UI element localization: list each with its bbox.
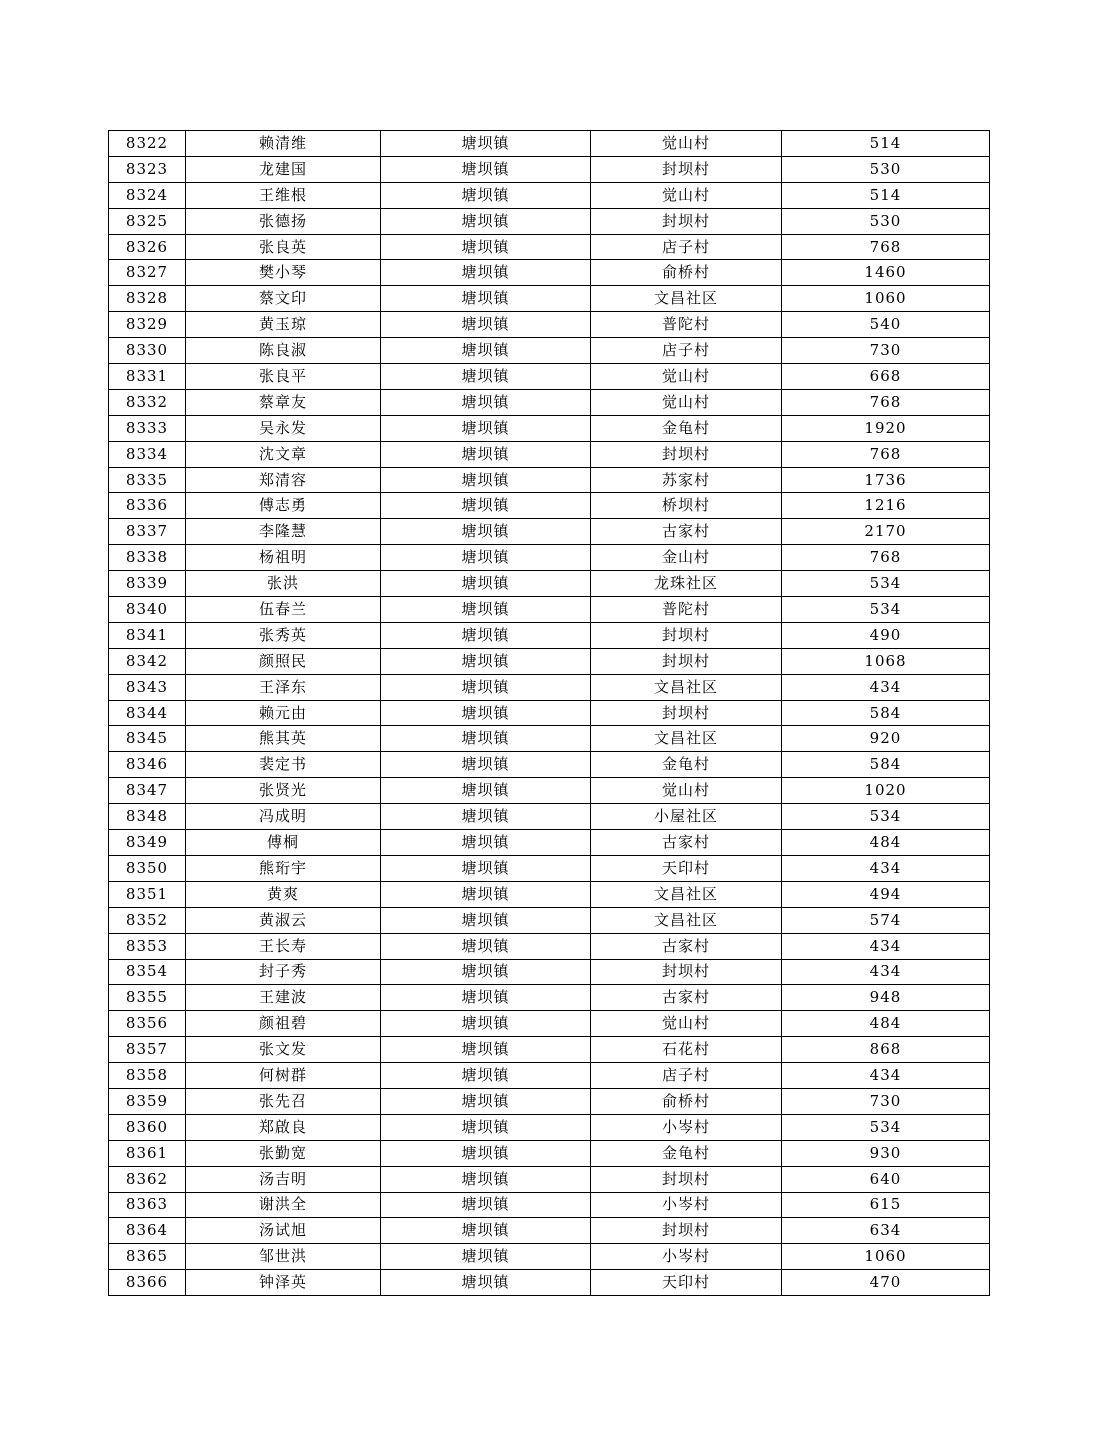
table-row xyxy=(109,959,990,985)
cell-amount: 434 xyxy=(782,855,990,881)
table-row xyxy=(109,622,990,648)
cell-amount: 534 xyxy=(782,804,990,830)
table-row xyxy=(109,778,990,804)
cell-name: 张洪 xyxy=(186,571,381,597)
cell-town: 塘坝镇 xyxy=(381,234,591,260)
cell-name: 傅志勇 xyxy=(186,493,381,519)
cell-id: 8325 xyxy=(109,208,186,234)
cell-id: 8345 xyxy=(109,726,186,752)
cell-amount: 634 xyxy=(782,1218,990,1244)
cell-amount: 434 xyxy=(782,1063,990,1089)
cell-town: 塘坝镇 xyxy=(381,208,591,234)
cell-id: 8349 xyxy=(109,830,186,856)
table-row xyxy=(109,726,990,752)
cell-name: 张秀英 xyxy=(186,622,381,648)
cell-town: 塘坝镇 xyxy=(381,260,591,286)
table-row xyxy=(109,907,990,933)
cell-amount: 1920 xyxy=(782,415,990,441)
cell-name: 颜祖碧 xyxy=(186,1011,381,1037)
cell-village: 封坝村 xyxy=(591,622,782,648)
cell-village: 金龟村 xyxy=(591,752,782,778)
cell-town: 塘坝镇 xyxy=(381,907,591,933)
cell-town: 塘坝镇 xyxy=(381,597,591,623)
cell-amount: 1736 xyxy=(782,467,990,493)
cell-amount: 514 xyxy=(782,182,990,208)
cell-village: 觉山村 xyxy=(591,182,782,208)
table-row xyxy=(109,156,990,182)
cell-amount: 484 xyxy=(782,830,990,856)
cell-name: 沈文章 xyxy=(186,441,381,467)
cell-name: 蔡章友 xyxy=(186,389,381,415)
cell-town: 塘坝镇 xyxy=(381,1192,591,1218)
cell-amount: 768 xyxy=(782,441,990,467)
cell-id: 8330 xyxy=(109,338,186,364)
cell-village: 封坝村 xyxy=(591,1166,782,1192)
cell-town: 塘坝镇 xyxy=(381,959,591,985)
cell-name: 黄爽 xyxy=(186,881,381,907)
cell-village: 桥坝村 xyxy=(591,493,782,519)
cell-id: 8361 xyxy=(109,1140,186,1166)
cell-id: 8362 xyxy=(109,1166,186,1192)
cell-town: 塘坝镇 xyxy=(381,1011,591,1037)
cell-name: 熊珩宇 xyxy=(186,855,381,881)
cell-name: 冯成明 xyxy=(186,804,381,830)
cell-amount: 530 xyxy=(782,208,990,234)
cell-name: 汤试旭 xyxy=(186,1218,381,1244)
cell-village: 觉山村 xyxy=(591,1011,782,1037)
cell-village: 古家村 xyxy=(591,985,782,1011)
cell-name: 颜照民 xyxy=(186,648,381,674)
cell-amount: 948 xyxy=(782,985,990,1011)
cell-name: 傅桐 xyxy=(186,830,381,856)
cell-village: 封坝村 xyxy=(591,156,782,182)
cell-name: 谢洪全 xyxy=(186,1192,381,1218)
table-row xyxy=(109,208,990,234)
cell-village: 文昌社区 xyxy=(591,674,782,700)
cell-amount: 2170 xyxy=(782,519,990,545)
cell-village: 店子村 xyxy=(591,1063,782,1089)
cell-town: 塘坝镇 xyxy=(381,985,591,1011)
cell-village: 小岑村 xyxy=(591,1192,782,1218)
cell-town: 塘坝镇 xyxy=(381,545,591,571)
cell-town: 塘坝镇 xyxy=(381,1244,591,1270)
cell-name: 张良平 xyxy=(186,364,381,390)
cell-village: 俞桥村 xyxy=(591,260,782,286)
cell-amount: 615 xyxy=(782,1192,990,1218)
cell-name: 吴永发 xyxy=(186,415,381,441)
cell-amount: 534 xyxy=(782,1114,990,1140)
cell-amount: 584 xyxy=(782,700,990,726)
cell-name: 郑啟良 xyxy=(186,1114,381,1140)
cell-town: 塘坝镇 xyxy=(381,1037,591,1063)
cell-town: 塘坝镇 xyxy=(381,726,591,752)
cell-town: 塘坝镇 xyxy=(381,1218,591,1244)
cell-id: 8359 xyxy=(109,1088,186,1114)
cell-name: 张文发 xyxy=(186,1037,381,1063)
cell-id: 8339 xyxy=(109,571,186,597)
cell-id: 8328 xyxy=(109,286,186,312)
table-row xyxy=(109,415,990,441)
cell-id: 8326 xyxy=(109,234,186,260)
cell-town: 塘坝镇 xyxy=(381,389,591,415)
cell-town: 塘坝镇 xyxy=(381,493,591,519)
cell-amount: 1060 xyxy=(782,286,990,312)
cell-town: 塘坝镇 xyxy=(381,752,591,778)
cell-id: 8355 xyxy=(109,985,186,1011)
cell-town: 塘坝镇 xyxy=(381,441,591,467)
cell-amount: 640 xyxy=(782,1166,990,1192)
table-row xyxy=(109,1063,990,1089)
table-row xyxy=(109,855,990,881)
table-row xyxy=(109,674,990,700)
cell-id: 8365 xyxy=(109,1244,186,1270)
cell-village: 文昌社区 xyxy=(591,286,782,312)
records-table-body xyxy=(109,131,990,1296)
table-row xyxy=(109,286,990,312)
cell-id: 8329 xyxy=(109,312,186,338)
cell-amount: 1216 xyxy=(782,493,990,519)
cell-town: 塘坝镇 xyxy=(381,1088,591,1114)
cell-name: 赖元由 xyxy=(186,700,381,726)
cell-town: 塘坝镇 xyxy=(381,1140,591,1166)
cell-village: 觉山村 xyxy=(591,364,782,390)
cell-name: 张德扬 xyxy=(186,208,381,234)
cell-name: 黄淑云 xyxy=(186,907,381,933)
cell-amount: 668 xyxy=(782,364,990,390)
cell-id: 8334 xyxy=(109,441,186,467)
cell-name: 王建波 xyxy=(186,985,381,1011)
cell-village: 封坝村 xyxy=(591,1218,782,1244)
table-row xyxy=(109,571,990,597)
cell-village: 普陀村 xyxy=(591,312,782,338)
cell-town: 塘坝镇 xyxy=(381,830,591,856)
cell-town: 塘坝镇 xyxy=(381,467,591,493)
cell-village: 封坝村 xyxy=(591,441,782,467)
cell-amount: 584 xyxy=(782,752,990,778)
cell-village: 金山村 xyxy=(591,545,782,571)
cell-id: 8338 xyxy=(109,545,186,571)
table-row xyxy=(109,1011,990,1037)
cell-name: 樊小琴 xyxy=(186,260,381,286)
cell-village: 小屋社区 xyxy=(591,804,782,830)
cell-id: 8342 xyxy=(109,648,186,674)
table-row xyxy=(109,752,990,778)
cell-amount: 484 xyxy=(782,1011,990,1037)
cell-town: 塘坝镇 xyxy=(381,131,591,157)
cell-name: 裴定书 xyxy=(186,752,381,778)
cell-village: 龙珠社区 xyxy=(591,571,782,597)
cell-id: 8363 xyxy=(109,1192,186,1218)
table-row xyxy=(109,182,990,208)
cell-id: 8323 xyxy=(109,156,186,182)
cell-village: 俞桥村 xyxy=(591,1088,782,1114)
cell-town: 塘坝镇 xyxy=(381,674,591,700)
table-row xyxy=(109,700,990,726)
cell-town: 塘坝镇 xyxy=(381,1114,591,1140)
cell-village: 小岑村 xyxy=(591,1244,782,1270)
cell-name: 张良英 xyxy=(186,234,381,260)
cell-name: 汤吉明 xyxy=(186,1166,381,1192)
cell-village: 普陀村 xyxy=(591,597,782,623)
cell-village: 文昌社区 xyxy=(591,907,782,933)
cell-town: 塘坝镇 xyxy=(381,622,591,648)
cell-id: 8335 xyxy=(109,467,186,493)
cell-id: 8366 xyxy=(109,1270,186,1296)
table-row xyxy=(109,1218,990,1244)
cell-village: 文昌社区 xyxy=(591,726,782,752)
cell-id: 8354 xyxy=(109,959,186,985)
table-row xyxy=(109,881,990,907)
table-row xyxy=(109,545,990,571)
table-row xyxy=(109,985,990,1011)
cell-name: 赖清维 xyxy=(186,131,381,157)
cell-id: 8344 xyxy=(109,700,186,726)
cell-id: 8352 xyxy=(109,907,186,933)
cell-id: 8343 xyxy=(109,674,186,700)
cell-amount: 930 xyxy=(782,1140,990,1166)
table-row xyxy=(109,830,990,856)
table-row xyxy=(109,1270,990,1296)
cell-town: 塘坝镇 xyxy=(381,1063,591,1089)
cell-village: 金龟村 xyxy=(591,1140,782,1166)
cell-village: 古家村 xyxy=(591,933,782,959)
table-row xyxy=(109,1166,990,1192)
cell-name: 王长寿 xyxy=(186,933,381,959)
cell-village: 封坝村 xyxy=(591,959,782,985)
cell-name: 封子秀 xyxy=(186,959,381,985)
cell-id: 8331 xyxy=(109,364,186,390)
cell-id: 8351 xyxy=(109,881,186,907)
cell-name: 张贤光 xyxy=(186,778,381,804)
cell-town: 塘坝镇 xyxy=(381,415,591,441)
cell-village: 觉山村 xyxy=(591,389,782,415)
cell-village: 苏家村 xyxy=(591,467,782,493)
cell-amount: 470 xyxy=(782,1270,990,1296)
cell-name: 陈良淑 xyxy=(186,338,381,364)
cell-name: 伍春兰 xyxy=(186,597,381,623)
table-row xyxy=(109,804,990,830)
cell-village: 天印村 xyxy=(591,855,782,881)
cell-town: 塘坝镇 xyxy=(381,364,591,390)
cell-id: 8350 xyxy=(109,855,186,881)
table-row xyxy=(109,933,990,959)
cell-village: 封坝村 xyxy=(591,648,782,674)
table-row xyxy=(109,234,990,260)
cell-name: 蔡文印 xyxy=(186,286,381,312)
cell-town: 塘坝镇 xyxy=(381,156,591,182)
cell-town: 塘坝镇 xyxy=(381,648,591,674)
cell-town: 塘坝镇 xyxy=(381,700,591,726)
cell-town: 塘坝镇 xyxy=(381,804,591,830)
cell-village: 石花村 xyxy=(591,1037,782,1063)
cell-town: 塘坝镇 xyxy=(381,1166,591,1192)
cell-amount: 434 xyxy=(782,674,990,700)
cell-id: 8340 xyxy=(109,597,186,623)
cell-id: 8364 xyxy=(109,1218,186,1244)
cell-town: 塘坝镇 xyxy=(381,286,591,312)
table-row xyxy=(109,597,990,623)
cell-id: 8348 xyxy=(109,804,186,830)
cell-id: 8333 xyxy=(109,415,186,441)
cell-name: 邹世洪 xyxy=(186,1244,381,1270)
cell-amount: 490 xyxy=(782,622,990,648)
table-row xyxy=(109,338,990,364)
cell-town: 塘坝镇 xyxy=(381,933,591,959)
cell-id: 8360 xyxy=(109,1114,186,1140)
cell-village: 古家村 xyxy=(591,830,782,856)
table-row xyxy=(109,312,990,338)
cell-id: 8341 xyxy=(109,622,186,648)
cell-amount: 1060 xyxy=(782,1244,990,1270)
cell-amount: 1020 xyxy=(782,778,990,804)
cell-village: 小岑村 xyxy=(591,1114,782,1140)
cell-town: 塘坝镇 xyxy=(381,312,591,338)
cell-name: 何树群 xyxy=(186,1063,381,1089)
cell-name: 李隆慧 xyxy=(186,519,381,545)
cell-id: 8324 xyxy=(109,182,186,208)
table-row xyxy=(109,389,990,415)
table-row xyxy=(109,648,990,674)
table-row xyxy=(109,1114,990,1140)
cell-town: 塘坝镇 xyxy=(381,571,591,597)
cell-id: 8356 xyxy=(109,1011,186,1037)
cell-amount: 730 xyxy=(782,338,990,364)
table-row xyxy=(109,1088,990,1114)
cell-id: 8346 xyxy=(109,752,186,778)
cell-amount: 1068 xyxy=(782,648,990,674)
cell-amount: 574 xyxy=(782,907,990,933)
cell-town: 塘坝镇 xyxy=(381,519,591,545)
cell-town: 塘坝镇 xyxy=(381,1270,591,1296)
cell-id: 8347 xyxy=(109,778,186,804)
cell-name: 黄玉琼 xyxy=(186,312,381,338)
cell-name: 龙建国 xyxy=(186,156,381,182)
cell-name: 熊其英 xyxy=(186,726,381,752)
cell-amount: 868 xyxy=(782,1037,990,1063)
cell-town: 塘坝镇 xyxy=(381,338,591,364)
table-row xyxy=(109,1037,990,1063)
cell-id: 8358 xyxy=(109,1063,186,1089)
cell-village: 金龟村 xyxy=(591,415,782,441)
table-row xyxy=(109,1140,990,1166)
cell-amount: 768 xyxy=(782,545,990,571)
cell-amount: 514 xyxy=(782,131,990,157)
cell-village: 封坝村 xyxy=(591,700,782,726)
cell-amount: 1460 xyxy=(782,260,990,286)
cell-name: 郑清容 xyxy=(186,467,381,493)
cell-amount: 920 xyxy=(782,726,990,752)
table-row xyxy=(109,1192,990,1218)
cell-id: 8337 xyxy=(109,519,186,545)
cell-name: 王维根 xyxy=(186,182,381,208)
table-row xyxy=(109,467,990,493)
cell-amount: 530 xyxy=(782,156,990,182)
cell-amount: 434 xyxy=(782,933,990,959)
cell-village: 天印村 xyxy=(591,1270,782,1296)
cell-name: 王泽东 xyxy=(186,674,381,700)
table-row xyxy=(109,131,990,157)
cell-town: 塘坝镇 xyxy=(381,855,591,881)
cell-town: 塘坝镇 xyxy=(381,778,591,804)
table-row xyxy=(109,519,990,545)
cell-id: 8327 xyxy=(109,260,186,286)
cell-town: 塘坝镇 xyxy=(381,881,591,907)
cell-name: 张先召 xyxy=(186,1088,381,1114)
cell-amount: 534 xyxy=(782,597,990,623)
cell-amount: 434 xyxy=(782,959,990,985)
cell-amount: 534 xyxy=(782,571,990,597)
cell-name: 钟泽英 xyxy=(186,1270,381,1296)
cell-id: 8353 xyxy=(109,933,186,959)
cell-village: 觉山村 xyxy=(591,778,782,804)
cell-village: 封坝村 xyxy=(591,208,782,234)
table-row xyxy=(109,493,990,519)
cell-id: 8336 xyxy=(109,493,186,519)
cell-amount: 768 xyxy=(782,234,990,260)
cell-village: 店子村 xyxy=(591,338,782,364)
table-row xyxy=(109,441,990,467)
table-row xyxy=(109,260,990,286)
table-row xyxy=(109,364,990,390)
cell-amount: 494 xyxy=(782,881,990,907)
cell-amount: 730 xyxy=(782,1088,990,1114)
cell-village: 文昌社区 xyxy=(591,881,782,907)
cell-town: 塘坝镇 xyxy=(381,182,591,208)
cell-village: 古家村 xyxy=(591,519,782,545)
cell-id: 8357 xyxy=(109,1037,186,1063)
cell-id: 8332 xyxy=(109,389,186,415)
cell-amount: 540 xyxy=(782,312,990,338)
records-table xyxy=(108,130,990,1296)
cell-village: 觉山村 xyxy=(591,131,782,157)
cell-id: 8322 xyxy=(109,131,186,157)
cell-name: 张勤宽 xyxy=(186,1140,381,1166)
cell-village: 店子村 xyxy=(591,234,782,260)
cell-amount: 768 xyxy=(782,389,990,415)
table-row xyxy=(109,1244,990,1270)
cell-name: 杨祖明 xyxy=(186,545,381,571)
